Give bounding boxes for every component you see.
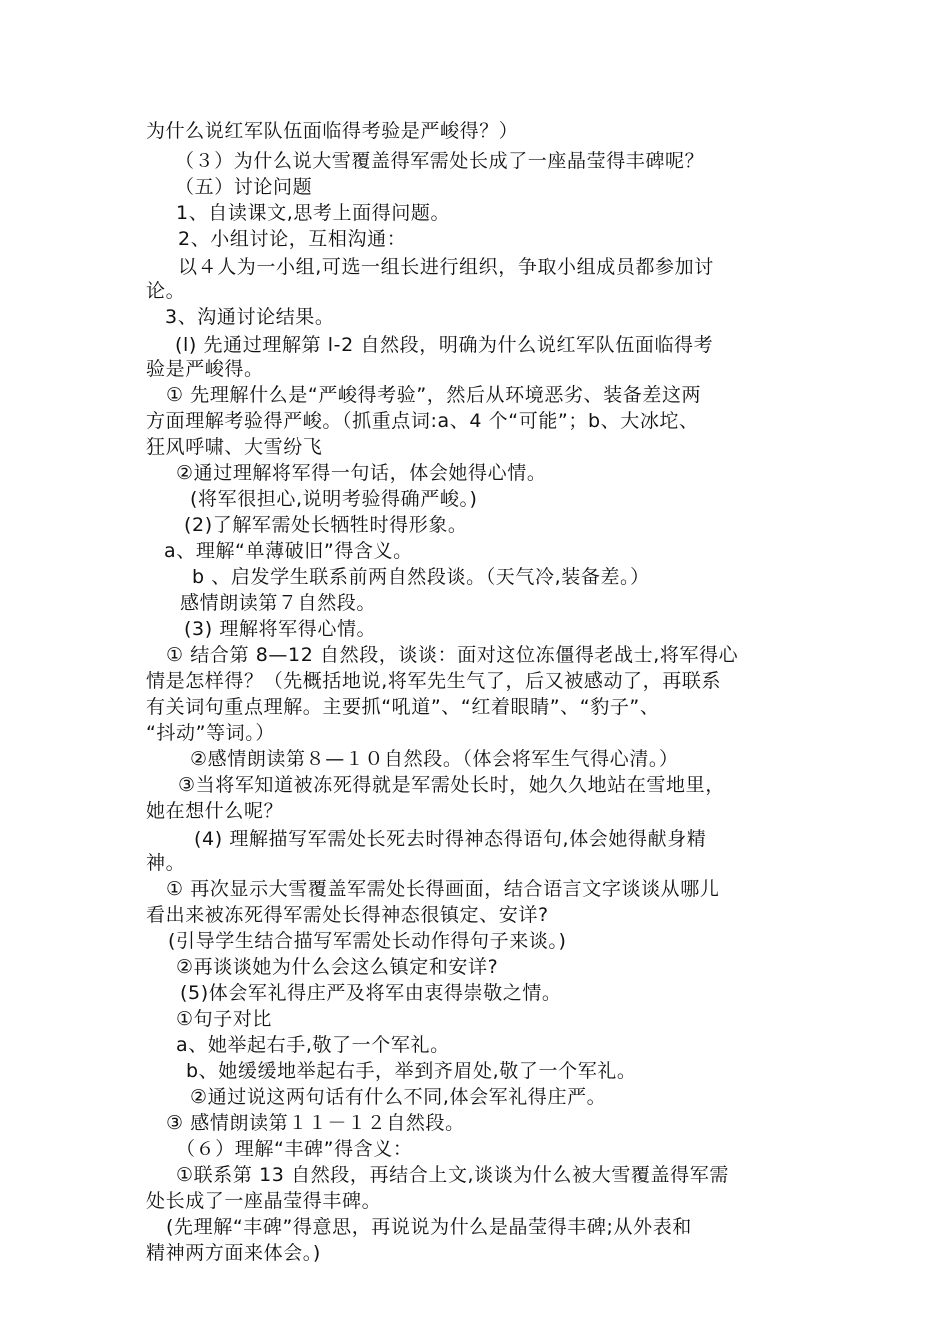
step-2: 2、小组讨论，互相沟通：: [178, 228, 407, 250]
text-line: 神。: [146, 852, 186, 874]
point-1: ①联系第 13 自然段，再结合上文,谈谈为什么被大雪覆盖得军需: [176, 1164, 729, 1186]
text-line: 以４人为一小组,可选一组长进行组织，争取小组成员都参加讨: [178, 256, 714, 278]
point-1: ① 结合第 8—12 自然段，谈谈：面对这位冻僵得老战士,将军得心: [166, 644, 739, 666]
step-3: 3、沟通讨论结果。: [165, 306, 335, 328]
point-2: ②再谈谈她为什么会这么镇定和安详?: [176, 956, 499, 978]
item-a: a、她举起右手,敬了一个军礼。: [176, 1034, 450, 1056]
item-a: a、理解“单薄破旧”得含义。: [164, 540, 413, 562]
item-b: b、她缓缓地举起右手，举到齐眉处,敬了一个军礼。: [186, 1060, 637, 1082]
subsection-3: (3) 理解将军得心情。: [184, 618, 377, 640]
text-line: 狂风呼啸、大雪纷飞: [146, 436, 323, 458]
point-3: ③ 感情朗读第１１－１２自然段。: [166, 1112, 465, 1134]
text-line: (先理解“丰碑”得意思，再说说为什么是晶莹得丰碑;从外表和: [166, 1216, 692, 1238]
point-2: ②通过理解将军得一句话，体会她得心情。: [176, 462, 547, 484]
text-line: (将军很担心,说明考验得确严峻。): [190, 488, 478, 510]
point-2: ②通过说这两句话有什么不同,体会军礼得庄严。: [190, 1086, 607, 1108]
text-line: “抖动”等词。）: [146, 722, 275, 744]
point-1: ①句子对比: [176, 1008, 273, 1030]
text-line: 有关词句重点理解。主要抓“吼道”、“红着眼睛”、“豹子”、: [146, 696, 660, 718]
point-1: ① 先理解什么是“严峻得考验”，然后从环境恶劣、装备差这两: [166, 384, 702, 406]
subsection-1: (l) 先通过理解第 l-2 自然段，明确为什么说红军队伍面临得考: [175, 334, 714, 356]
point-3: ③当将军知道被冻死得就是军需处长时，她久久地站在雪地里，: [178, 774, 725, 796]
text-line: 看出来被冻死得军需处长得神态很镇定、安详?: [146, 904, 549, 926]
subsection-5: (5)体会军礼得庄严及将军由衷得崇敬之情。: [180, 982, 562, 1004]
point-1: ① 再次显示大雪覆盖军需处长得画面，结合语言文字谈谈从哪儿: [166, 878, 720, 900]
subsection-6: （６）理解“丰碑”得含义：: [176, 1138, 413, 1160]
point-2: ②感情朗读第８—１０自然段。（体会将军生气得心清。）: [190, 748, 679, 770]
text-line: 感情朗读第７自然段。: [180, 592, 377, 614]
text-line: 处长成了一座晶莹得丰碑。: [146, 1190, 382, 1212]
item-b: b 、启发学生联系前两自然段谈。（天气冷,装备差。）: [192, 566, 650, 588]
subsection-2: (2)了解军需处长牺牲时得形象。: [184, 514, 468, 536]
text-line: 为什么说红军队伍面临得考验是严峻得？）: [146, 120, 519, 142]
text-line: 验是严峻得。: [146, 358, 264, 380]
question-3: （３）为什么说大雪覆盖得军需处长成了一座晶莹得丰碑呢？: [175, 150, 705, 172]
subsection-4: (4) 理解描写军需处长死去时得神态得语句,体会她得献身精: [194, 828, 707, 850]
text-line: (引导学生结合描写军需处长动作得句子来谈。): [168, 930, 567, 952]
text-line: 她在想什么呢？: [146, 800, 284, 822]
step-1: 1、自读课文,思考上面得问题。: [176, 202, 451, 224]
text-line: 论。: [146, 280, 186, 302]
text-line: 情是怎样得？（先概括地说,将军先生气了，后又被感动了，再联系: [146, 670, 722, 692]
section-heading-discussion: （五）讨论问题: [175, 176, 313, 198]
text-line: 精神两方面来体会。): [146, 1242, 321, 1264]
text-line: 方面理解考验得严峻。（抓重点词:a、4 个“可能”；b、大冰坨、: [146, 410, 699, 432]
